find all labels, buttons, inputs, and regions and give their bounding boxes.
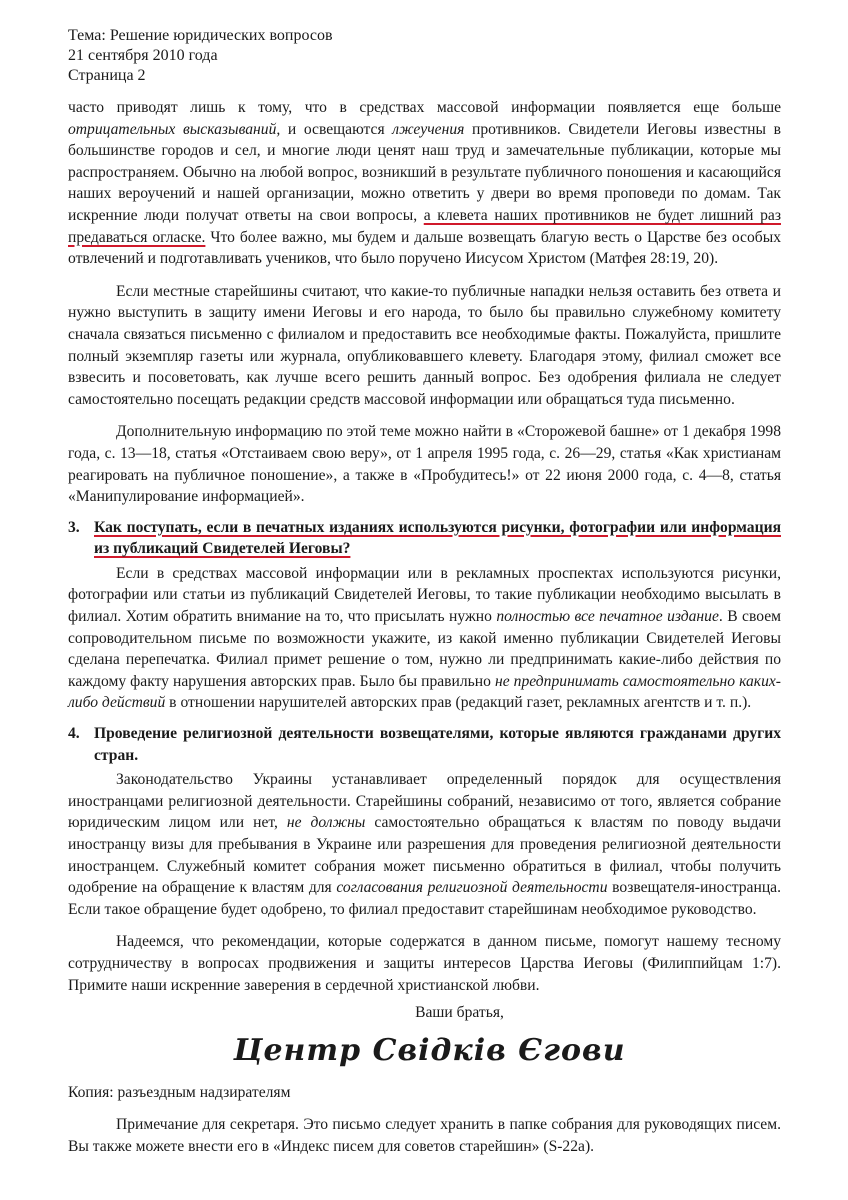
text: возвещателя-иностранца. Если такое обращение будет одобрено, то филиал предоставит старейшинам необходимое руководство. — [68, 879, 781, 918]
section-number: 4. — [68, 725, 80, 743]
text: в отношении нарушителей авторских прав (редакций газет, рекламных агентств и т. п.). — [165, 694, 752, 712]
italic-text: полностью все печатное издание — [496, 608, 719, 626]
text: Если в средствах массовой информации или в рекламных проспектах используются рисунки, фотографии или статьи из публикаций Свидетелей Иеговы, то такие публикации необходимо высылать в филиал. Хотим обратить внимание на то, что присылать нужно — [68, 564, 781, 626]
red-underlined-text: а клевета наших противников не будет лишний раз предаваться огласке. — [68, 206, 781, 246]
section-title: Проведение религиозной деятельности возвещателями, которые являются гражданами других стран. — [94, 725, 781, 764]
signature: Центр Свідків Єгови — [233, 1032, 626, 1068]
text: самостоятельно обращаться к властям по поводу выдачи иностранцу визы для пребывания в Украине или разрешения для проведения религиозной деятельности иностранцем. Служебный комитет собрания может письменно обратиться в филиал, чтобы получить одобрение на обращение к властям для — [68, 814, 781, 897]
section-title: Как поступать, если в печатных изданиях используются рисунки, фотографии или информация из публикаций Свидетелей Иеговы? — [94, 518, 781, 558]
paragraph-media — [68, 97, 781, 270]
page-number: Страница 2 — [68, 67, 146, 84]
italic-text: согласования религиозной деятельности — [336, 879, 608, 897]
text: Законодательство Украины устанавливает определенный порядок для осуществления иностранцами религиозной деятельности. Старейшины собраний, независимо от того, является собрание юридическим лицом или нет, — [68, 771, 781, 832]
italic-text: не предпринимать самостоятельно каких-либо действий — [68, 672, 781, 712]
section-3-body — [68, 563, 781, 714]
text: противников. Свидетели Иеговы известны в большинстве городов и сел, и многие люди ценят наш труд и замечательные публикации, которые мы распространяем. Обычно на любой вопрос, возникший в результате публичного поношения и касающийся наших вероучений и нашей организации, можно ответить у двери во время проповеди по домам. Так искренние люди получат ответы на свои вопросы, — [68, 120, 781, 224]
section-3-heading — [68, 517, 781, 560]
secretary-note: Примечание для секретаря. Это письмо следует хранить в папке собрания для руководящих писем. Вы также можете внести его в «Индекс писем для советов старейшин» (S-22a). — [68, 1116, 781, 1155]
paragraph-public-attacks: Если местные старейшины считают, что какие-то публичные нападки нельзя оставить без ответа и нужно выступить в защиту имени Иеговы и его народа, то было бы правильно служебному комитету сначала связаться письменно с филиалом и предоставить все необходимые факты. Пожалуйста, пришлите полный экземпляр газеты или журнала, опубликовавшего клевету. Благодаря этому, филиал сможет все взвесить и посоветовать, как лучше всего решить данный вопрос. Без одобрения филиала не следует самостоятельно посещать редакции средств массовой информации или обращаться туда письменно. — [68, 282, 781, 408]
text: . В своем сопроводительном письме по возможности укажите, из какой именно публикации Свидетелей Иеговы сделана перепечатка. Филиал примет решение о том, нужно ли предпринимать какие-либо действия по каждому факту нарушения авторских прав. Было бы правильно — [68, 608, 781, 690]
date-line: 21 сентября 2010 года — [68, 47, 218, 64]
paragraph-references: Дополнительную информацию по этой теме можно найти в «Сторожевой башне» от 1 декабря 1998 года, с. 13—18, статья «Отстаиваем свою веру», от 1 апреля 1995 года, с. 26—29, статья «Как христианам реагировать на публичное поношение», а также в «Пробудитесь!» от 22 июня 2000 года, с. 4—8, статья «Манипулирование информацией». — [68, 423, 781, 506]
section-number: 3. — [68, 518, 80, 536]
letter-page — [68, 26, 781, 1158]
section-4-body — [68, 769, 781, 920]
section-4-heading — [68, 723, 781, 766]
copy-line: Копия: разъездным надзирателям — [68, 1083, 291, 1101]
text: и освещаются — [280, 120, 393, 138]
italic-text: не должны — [286, 814, 366, 832]
subject-line: Тема: Решение юридических вопросов — [68, 27, 333, 44]
text: Что более важно, мы будем и дальше возвещать благую весть о Царстве без особых отвлечений и подготавливать учеников, что было поручено Иисусом Христом (Матфея 28:19, 20). — [68, 228, 781, 268]
signature-label: Ваши братья, — [415, 1004, 504, 1022]
italic-text: лжеучения — [392, 120, 465, 138]
closing-paragraph: Надеемся, что рекомендации, которые содержатся в данном письме, помогут нашему тесному сотрудничеству в вопросах продвижения и защиты интересов Царства Иеговы (Филиппийцам 1:7). Примите наши искренние заверения в сердечной христианской любви. — [68, 933, 781, 994]
italic-text: отрицательных высказываний, — [68, 120, 281, 138]
letter-header — [68, 26, 781, 86]
text: часто приводят лишь к тому, что в средствах массовой информации появляется еще больше — [68, 99, 781, 116]
